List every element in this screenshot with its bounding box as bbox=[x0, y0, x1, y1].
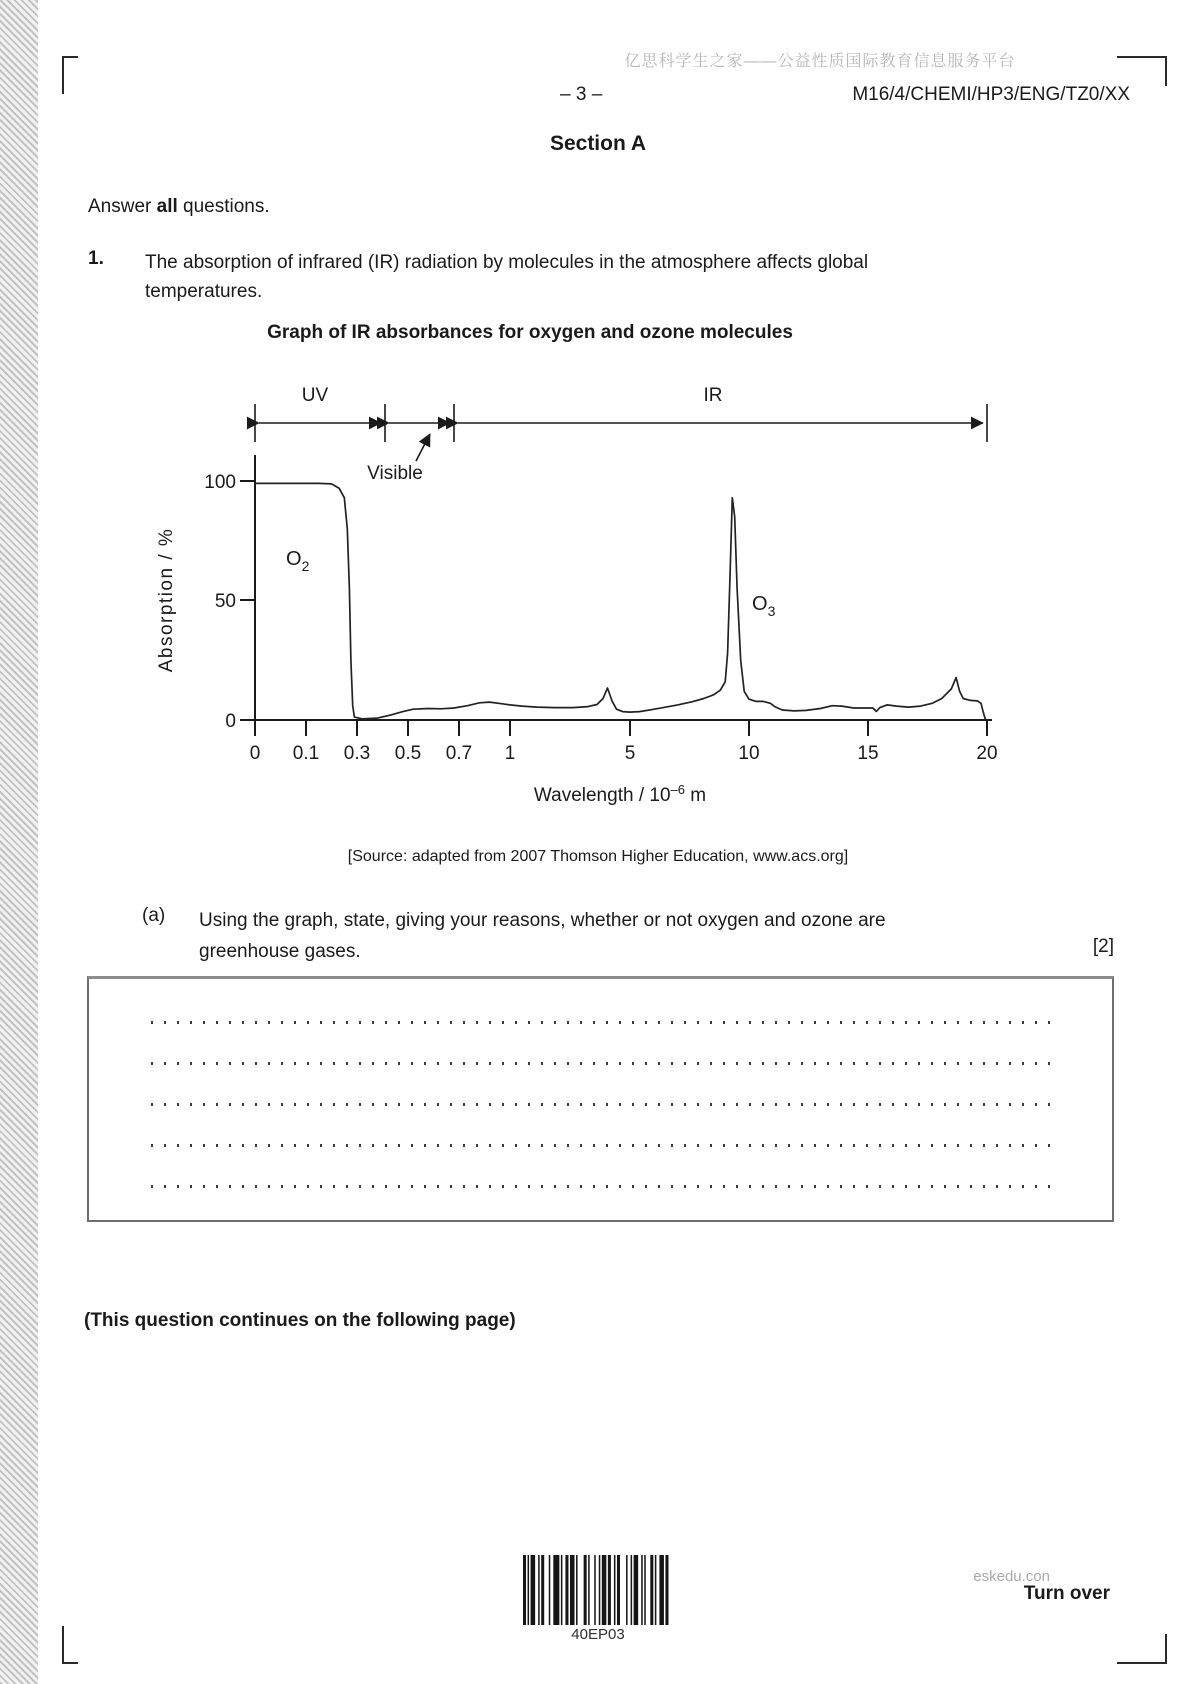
visible-pointer-arrow bbox=[416, 434, 430, 461]
o2-annotation: $O_2$ bbox=[286, 548, 310, 574]
bottom-watermark: eskedu.con bbox=[973, 1568, 1050, 1585]
instructions bbox=[88, 196, 270, 218]
o3-annotation: $O_3$ bbox=[752, 593, 776, 619]
uv-region-label: UV bbox=[301, 385, 329, 406]
left-security-stripe bbox=[0, 0, 42, 1684]
part-a-text bbox=[199, 905, 1029, 967]
part-a-line1: Using the graph, state, giving your reasons, whether or not oxygen and ozone are bbox=[199, 910, 886, 931]
svg-text:0.5: 0.5 bbox=[394, 743, 422, 764]
absorption-curve bbox=[255, 483, 985, 719]
crop-mark-top-left bbox=[62, 56, 78, 94]
part-a-line2: greenhouse gases. bbox=[199, 941, 361, 962]
svg-text:5: 5 bbox=[624, 743, 636, 764]
svg-text:0.3: 0.3 bbox=[343, 743, 371, 764]
question-intro-line2: temperatures. bbox=[145, 281, 263, 302]
y-label-50: 50 bbox=[214, 591, 236, 612]
visible-region-label: Visible bbox=[367, 463, 423, 484]
continuation-note: (This question continues on the following page) bbox=[84, 1310, 516, 1331]
question-intro-line1: The absorption of infrared (IR) radiation by molecules in the atmosphere affects global bbox=[145, 252, 869, 273]
answer-dotted-line bbox=[151, 1062, 1056, 1065]
question-number: 1. bbox=[88, 248, 104, 269]
crop-mark-bottom-right bbox=[1117, 1634, 1167, 1664]
svg-text:20: 20 bbox=[976, 743, 998, 764]
section-title: Section A bbox=[549, 132, 647, 155]
svg-text:0.1: 0.1 bbox=[292, 743, 320, 764]
ir-region-label: IR bbox=[703, 385, 723, 406]
svg-text:1: 1 bbox=[504, 743, 516, 764]
barcode bbox=[523, 1555, 670, 1625]
answer-dotted-line bbox=[151, 1103, 1056, 1106]
answer-box bbox=[87, 976, 1114, 1222]
x-tick-marks bbox=[255, 720, 987, 736]
absorbance-chart bbox=[130, 350, 1030, 830]
page-number: – 3 – bbox=[560, 84, 603, 105]
x-tick-labels bbox=[250, 743, 998, 764]
y-label-100: 100 bbox=[204, 472, 236, 493]
svg-text:0.7: 0.7 bbox=[445, 743, 473, 764]
turn-over-note: Turn over bbox=[1023, 1583, 1110, 1604]
y-axis-title: Absorption / % bbox=[156, 527, 177, 673]
question-intro bbox=[145, 248, 1025, 306]
answer-dotted-line bbox=[151, 1185, 1056, 1188]
x-axis-title: Wavelength / $10^{-6}$ m bbox=[533, 782, 707, 806]
crop-mark-top-right bbox=[1117, 56, 1167, 86]
marks-badge: [2] bbox=[1092, 936, 1114, 957]
exam-code: M16/4/CHEMI/HP3/ENG/TZ0/XX bbox=[852, 84, 1130, 105]
answer-dotted-line bbox=[151, 1021, 1056, 1024]
y-label-0: 0 bbox=[225, 711, 236, 732]
source-citation: [Source: adapted from 2007 Thomson Higher Education, www.acs.org] bbox=[347, 848, 849, 865]
answer-dotted-line bbox=[151, 1144, 1056, 1147]
chart-title: Graph of IR absorbances for oxygen and ozone molecules bbox=[267, 322, 793, 343]
instructions-bold-word: all bbox=[156, 196, 178, 217]
instructions-suffix: questions. bbox=[177, 196, 270, 217]
svg-text:10: 10 bbox=[738, 743, 760, 764]
instructions-prefix: Answer bbox=[88, 196, 157, 217]
barcode-label: 40EP03 bbox=[571, 1626, 625, 1643]
crop-mark-bottom-left bbox=[62, 1626, 78, 1664]
svg-text:15: 15 bbox=[857, 743, 879, 764]
part-a-label: (a) bbox=[142, 905, 166, 926]
svg-text:0: 0 bbox=[249, 743, 261, 764]
top-watermark: 亿思科学生之家——公益性质国际教育信息服务平台 bbox=[624, 53, 1016, 70]
